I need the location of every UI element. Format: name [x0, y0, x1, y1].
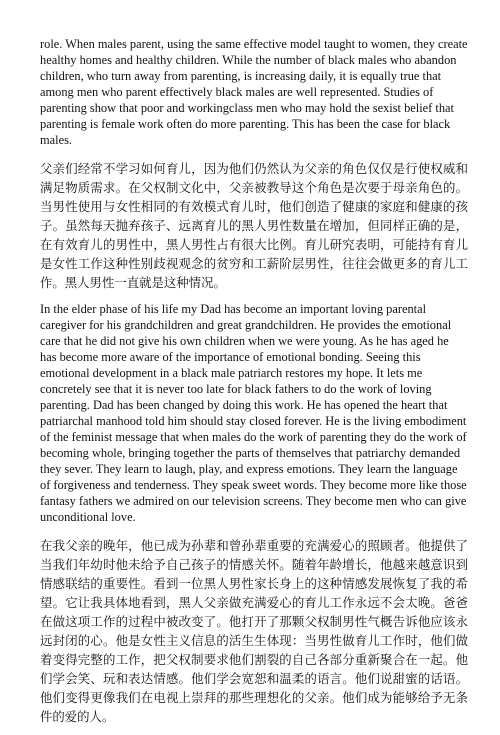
- document-page: [40, 36, 468, 735]
- paragraph-english-2: In the elder phase of his life my Dad has become an important loving parental caregiver for his grandchildren and great grandchildren. He provides the emotional care that he did not give his own children when we were young. As he has aged he has become more aware of the importance of emotional bonding. Seeing this emotional development in a black male patriarch restores my hope. It lets me concretely see that it is never too late for black fathers to do the work of loving parenting. Dad has been changed by doing this work. He has opened the heart that patriarchal manhood told him should stay closed forever. He is the living embodiment of the feminist message that when males do the work of parenting they do the work of becoming whole, bringing together the parts of themselves that patriarchy demanded they sever. They learn to laugh, play, and express emotions. They learn the language of forgiveness and tenderness. They speak sweet words. They become more like those fantasy fathers we admired on our television screens. They become men who can give unconditional love.: [40, 302, 467, 524]
- paragraph-chinese-1: 父亲们经常不学习如何育儿，因为他们仍然认为父亲的角色仅仅是行使权威和满足物质需求。在父权制文化中，父亲被教导这个角色是次要于母亲角色的。当男性使用与女性相同的有效模式育儿时，他们创造了健康的家庭和健康的孩子。虽然每天抛弃孩子、远离育儿的黑人男性数量在增加，但同样正确的是，在有效育儿的男性中，黑人男性占有很大比例。育儿研究表明，可能持有育儿是女性工作这种性别歧视观念的贫穷和工薪阶层男性，往往会做更多的育儿工作。黑人男性一直就是这种情况。: [40, 161, 468, 290]
- paragraph-chinese-2: 在我父亲的晚年，他已成为孙辈和曾孙辈重要的充满爱心的照顾者。他提供了当我们年幼时他未给予自己孩子的情感关怀。随着年龄增长，他越来越意识到情感联结的重要性。看到一位黑人男性家长身上的这种情感发展恢复了我的希望。它让我具体地看到，黑人父亲做充满爱心的育儿工作永远不会太晚。爸爸在做这项工作的过程中被改变了。他打开了那颗父权制男性气概告诉他应该永远封闭的心。他是女性主义信息的活生生体现：当男性做育儿工作时，他们做着变得完整的工作，把父权制要求他们割裂的自己各部分重新聚合在一起。他们学会笑、玩和表达情感。他们学会宽恕和温柔的语言。他们说甜蜜的话语。他们变得更像我们在电视上崇拜的那些理想化的父亲。他们成为能够给予无条件的爱的人。: [40, 538, 468, 724]
- paragraph-english-1: role. When males parent, using the same effective model taught to women, they create healthy homes and healthy children. While the number of black males who abandon children, who turn away from parenting, is increasing daily, it is equally true that among men who parent effectively black males are well represented. Studies of parenting show that poor and workingclass men who may hold the sexist belief that parenting is female work often do more parenting. This has been the case for black males.: [40, 37, 468, 147]
